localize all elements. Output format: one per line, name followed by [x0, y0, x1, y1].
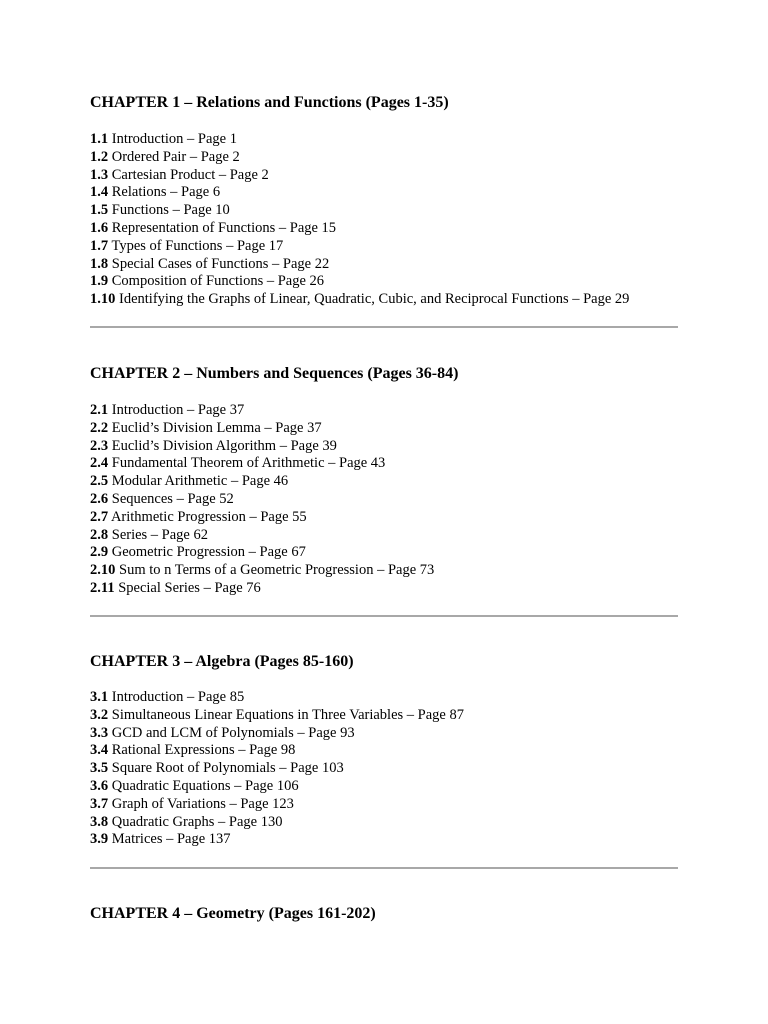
list-item [90, 527, 434, 545]
list-item [90, 149, 629, 167]
section-title: Geometric Progression – Page 67 [111, 544, 306, 561]
section-number: 3.7 [90, 795, 109, 812]
section-number: 1.4 [90, 184, 109, 201]
chapter-heading: CHAPTER 1 – Relations and Functions (Pages 1-35) [90, 94, 449, 111]
section-number: 1.3 [90, 166, 109, 183]
chapter-1 [90, 93, 678, 308]
section-list [90, 402, 434, 598]
section-title: Series – Page 62 [111, 526, 208, 543]
section-title: Composition of Functions – Page 26 [111, 273, 325, 290]
list-item [90, 438, 434, 456]
section-number: 2.11 [90, 579, 115, 596]
section-list [90, 689, 464, 849]
list-item [90, 707, 464, 725]
section-title: Special Series – Page 76 [118, 579, 261, 596]
section-number: 3.1 [90, 689, 109, 705]
list-item [90, 580, 434, 598]
section-title: Fundamental Theorem of Arithmetic – Page 43 [111, 455, 386, 472]
list-item [90, 509, 434, 527]
section-number: 3.2 [90, 706, 109, 723]
list-item [90, 689, 464, 707]
section-number: 3.9 [90, 831, 109, 848]
list-item [90, 544, 434, 562]
section-title: Representation of Functions – Page 15 [111, 219, 337, 236]
list-item [90, 725, 464, 743]
section-number: 1.10 [90, 291, 116, 308]
section-title: Cartesian Product – Page 2 [111, 166, 269, 183]
chapter-heading: CHAPTER 3 – Algebra (Pages 85-160) [90, 653, 354, 670]
list-item [90, 273, 629, 291]
section-list [90, 131, 629, 309]
section-divider [90, 867, 678, 869]
section-title: Introduction – Page 85 [111, 689, 245, 705]
section-number: 3.6 [90, 777, 109, 794]
section-title: Graph of Variations – Page 123 [111, 795, 294, 812]
section-number: 2.5 [90, 473, 109, 490]
chapter-3 [90, 652, 678, 848]
section-number: 2.6 [90, 490, 109, 507]
chapter-heading: CHAPTER 4 – Geometry (Pages 161-202) [90, 905, 376, 922]
list-item [90, 220, 629, 238]
section-number: 1.5 [90, 202, 109, 219]
list-item [90, 202, 629, 220]
section-title: Quadratic Equations – Page 106 [111, 777, 299, 794]
section-number: 2.4 [90, 455, 109, 472]
list-item [90, 831, 464, 849]
list-item [90, 562, 434, 580]
section-number: 1.8 [90, 255, 109, 272]
list-item [90, 131, 629, 149]
section-title: Ordered Pair – Page 2 [111, 148, 240, 165]
list-item [90, 814, 464, 832]
chapter-2 [90, 364, 678, 596]
section-title: Modular Arithmetic – Page 46 [111, 473, 289, 490]
section-number: 2.10 [90, 562, 116, 579]
section-title: Identifying the Graphs of Linear, Quadratic, Cubic, and Reciprocal Functions – Page 29 [119, 291, 630, 308]
section-number: 2.8 [90, 526, 109, 543]
section-number: 1.7 [90, 237, 109, 254]
list-item [90, 760, 464, 778]
section-title: Sequences – Page 52 [111, 490, 234, 507]
section-divider [90, 326, 678, 328]
section-title: Relations – Page 6 [111, 184, 221, 201]
list-item [90, 420, 434, 438]
section-number: 1.2 [90, 148, 109, 165]
section-number: 2.1 [90, 402, 109, 418]
section-title: GCD and LCM of Polynomials – Page 93 [111, 724, 355, 741]
list-item [90, 796, 464, 814]
section-number: 1.6 [90, 219, 109, 236]
section-title: Special Cases of Functions – Page 22 [111, 255, 330, 272]
list-item [90, 167, 629, 185]
list-item [90, 473, 434, 491]
section-divider [90, 615, 678, 617]
list-item [90, 491, 434, 509]
chapter-4 [90, 904, 678, 924]
section-number: 2.3 [90, 437, 109, 454]
list-item [90, 742, 464, 760]
list-item [90, 238, 629, 256]
section-title: Types of Functions – Page 17 [111, 237, 284, 254]
section-number: 2.2 [90, 419, 109, 436]
section-number: 1.1 [90, 131, 109, 147]
section-title: Sum to n Terms of a Geometric Progression – Page 73 [119, 562, 435, 579]
section-title: Rational Expressions – Page 98 [111, 742, 296, 759]
section-title: Square Root of Polynomials – Page 103 [111, 760, 344, 777]
list-item [90, 184, 629, 202]
section-number: 2.7 [90, 508, 109, 525]
list-item [90, 778, 464, 796]
section-number: 2.9 [90, 544, 109, 561]
section-title: Arithmetic Progression – Page 55 [110, 508, 307, 525]
section-title: Simultaneous Linear Equations in Three Variables – Page 87 [111, 706, 464, 723]
section-title: Matrices – Page 137 [111, 831, 231, 848]
section-title: Introduction – Page 1 [111, 131, 237, 147]
section-number: 3.5 [90, 760, 109, 777]
section-title: Quadratic Graphs – Page 130 [111, 813, 283, 830]
list-item [90, 455, 434, 473]
list-item [90, 256, 629, 274]
section-title: Euclid’s Division Lemma – Page 37 [111, 419, 322, 436]
list-item [90, 291, 629, 309]
section-number: 1.9 [90, 273, 109, 290]
section-title: Euclid’s Division Algorithm – Page 39 [111, 437, 337, 454]
section-number: 3.3 [90, 724, 109, 741]
section-title: Functions – Page 10 [111, 202, 230, 219]
section-number: 3.8 [90, 813, 109, 830]
list-item [90, 402, 434, 420]
section-title: Introduction – Page 37 [111, 402, 245, 418]
chapter-heading: CHAPTER 2 – Numbers and Sequences (Pages 36-84) [90, 365, 459, 382]
section-number: 3.4 [90, 742, 109, 759]
